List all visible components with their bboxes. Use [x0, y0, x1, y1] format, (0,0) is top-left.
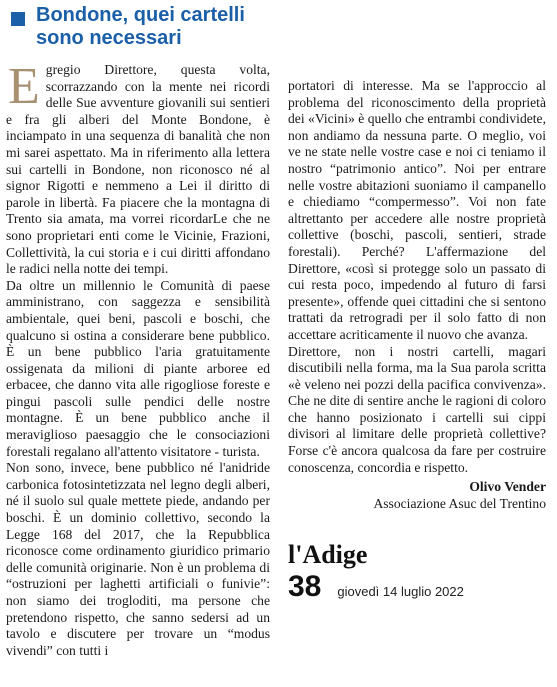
headline-line-1: Bondone, quei cartelli [36, 4, 245, 26]
headline-bullet-icon [11, 12, 25, 26]
newspaper-logo: l'Adige [288, 540, 368, 569]
paragraph-2: Da oltre un millennio le Comunità di paese amministrano, con saggezza e sensibilità ambientale, quei beni, pascoli e boschi, che qualcuno si ostina a considerare bene pubblico. È un bene pubblico l'aria gratuitamente ossigenata da milioni di piante arboree ed erbacee, che danno vita alle rigogliose foreste e pingui pascoli sulle pendici delle nostre montagne. È un bene pubblico anche il meraviglioso paesaggio che le consociazioni forestali regalano all'attento visitatore - turista. [6, 277, 270, 459]
paragraph-3-part-2: portatori di interesse. Ma se l'approccio al problema del riconoscimento della proprietà dei «Vicini» è quello che entrambi condividete, non andiamo da nessuna parte. O meglio, voi ve ne state nelle vostre case e noi ci teniamo il nostro “patrimonio antico”. Noi per entrare nelle vostre abitazioni suoniamo il campanello e chiediamo “compermesso”. Voi non fate altrettanto per accedere alle nostre proprietà collettive (boschi, pascoli, sentieri, strade forestali). Perché? L'affermazione del Direttore, «così si protegge solo un passato di cui resta poco, impedendo al futuro di farsi presente», offende quei cittadini che si sentono trattati da retrogradi per il solo fatto di non accettare acriticamente il nuovo che avanza. [288, 78, 546, 342]
paragraph-1-text: gregio Direttore, questa volta, scorrazzando con la mente nei ricordi delle Sue avventure giovanili sui sentieri e fra gli alberi del Monte Bondone, è inciampato in una sequenza di banalità che non mi sarei aspettato. Ma in riferimento alla lettera sui cartelli in Bondone, non riconosco né al signor Rigotti e nemmeno a Lei il diritto di parole in libertà. Fa piacere che la montagna di Trento sia amata, ma vorrei ricordarLe che ne sono proprietari enti come le Vicinie, Frazioni, Collettività, la cui storia e i cui diritti affondano le radici nella notte dei tempi. [6, 62, 270, 277]
paragraph-1 [6, 62, 270, 278]
issue-date: giovedì 14 luglio 2022 [337, 584, 464, 599]
article-column-left [6, 62, 270, 682]
headline-line-2: sono necessari [36, 27, 182, 49]
page-number: 38 [288, 570, 322, 603]
article-header [8, 4, 338, 50]
page-info [288, 572, 548, 602]
headline [36, 4, 338, 50]
article-column-right [288, 78, 546, 538]
paragraph-3-part-1: Non sono, invece, bene pubblico né l'anidride carbonica fotosintetizzata nel legno degli alberi, né il suolo sul quale mettete piede, andando per boschi. È un dominio collettivo, secondo la Legge 168 del 2017, che la Repubblica riconosce come ordinamento giuridico primario delle comunità originarie. Non è un problema di “ostruzioni per laghetti artificiali o funivie”: non siamo dei trogloditi, ma persone che pretendono rispetto, che sanno sedersi ad un tavolo e discutere per trovare un “modus vivendi” con tutti i [6, 460, 270, 658]
paragraph-4: Direttore, non i nostri cartelli, magari discutibili nella forma, ma la Sua parola scritta «è veleno nei pozzi della pacifica convivenza». Che ne dite di sentire anche le ragioni di coloro che hanno posizionato i cartelli sui cippi divisori al limitare delle proprietà collettive? Forse c'è ancora qualcosa da fare per costruire conoscenza, concordia e rispetto. [288, 343, 546, 475]
page-footer [288, 540, 548, 602]
drop-cap: E [8, 62, 40, 115]
signature-name: Olivo Vender [469, 479, 546, 495]
signature [288, 479, 546, 512]
signature-organization: Associazione Asuc del Trentino [373, 495, 546, 511]
